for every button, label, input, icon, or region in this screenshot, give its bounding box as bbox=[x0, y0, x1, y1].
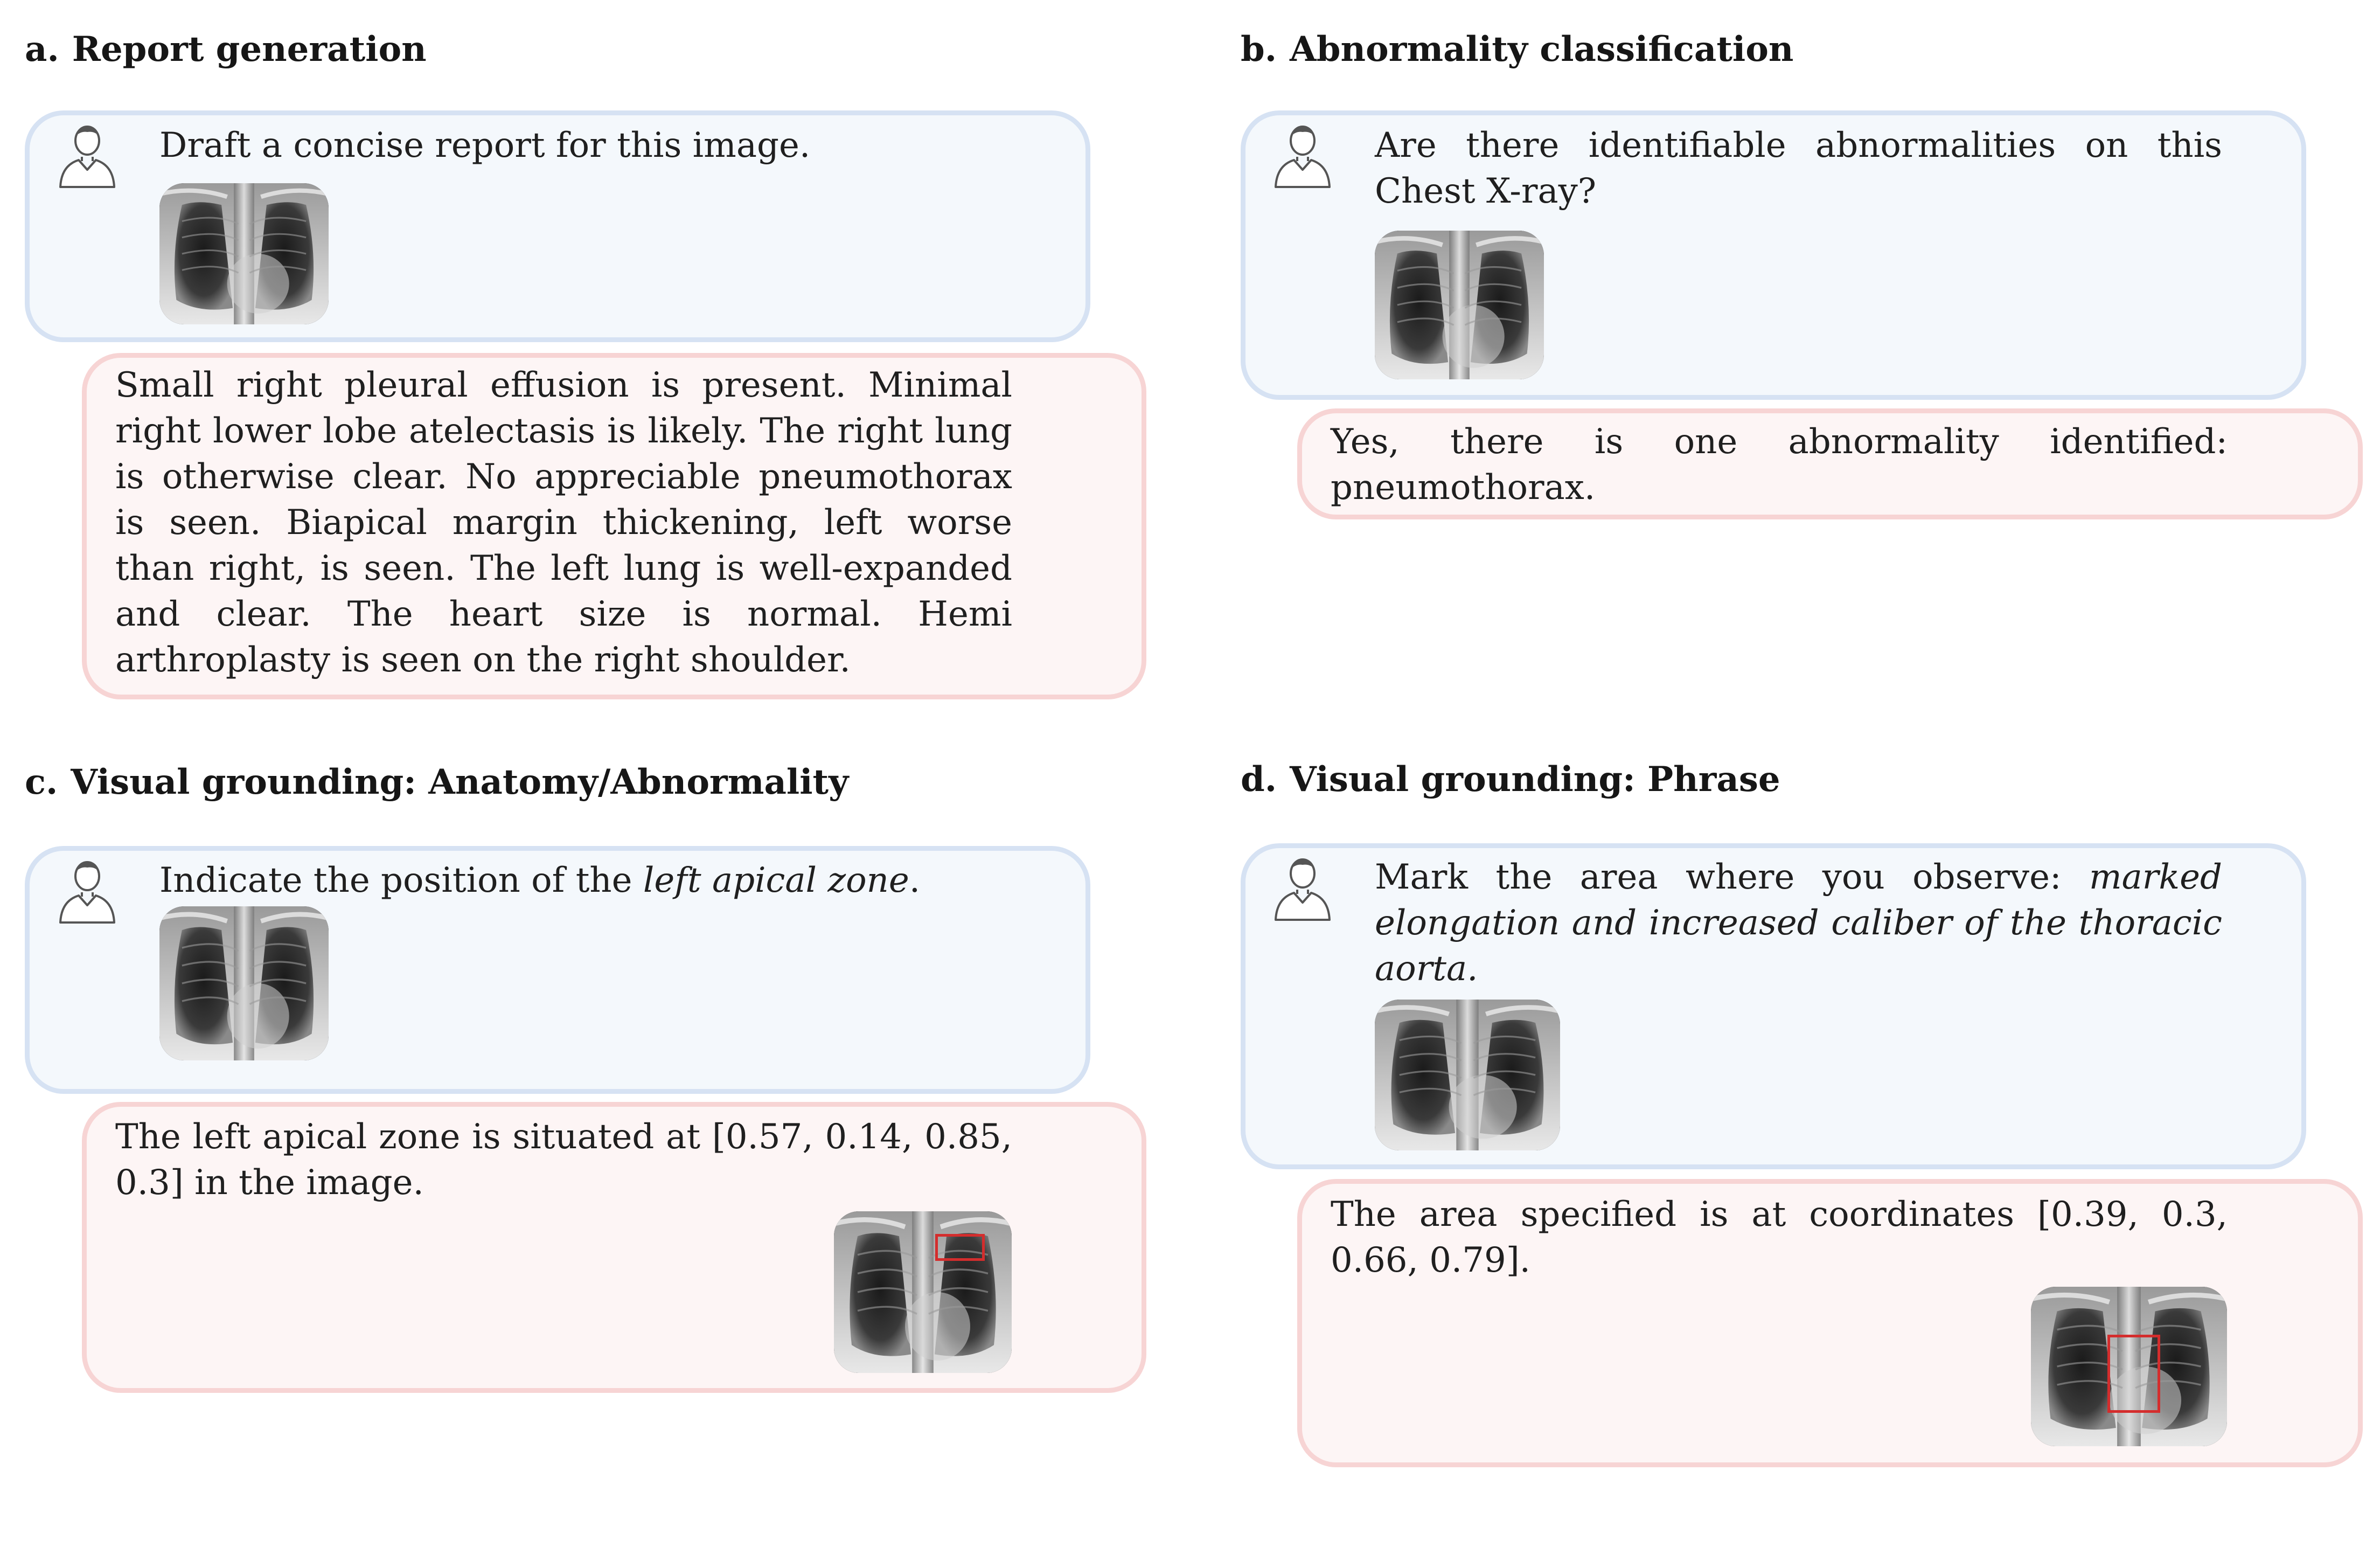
user-avatar-icon bbox=[1272, 853, 1333, 922]
panel-d-title-text: Visual grounding: Phrase bbox=[1290, 759, 1780, 800]
panel-a-title bbox=[25, 29, 427, 70]
panel-c-question bbox=[159, 858, 1075, 904]
panel-a-letter: a. bbox=[25, 29, 59, 70]
panel-d-question-phrase: marked elongation and increased caliber of the thoracic aorta. bbox=[1375, 857, 2222, 989]
panel-b-title bbox=[1241, 29, 1794, 70]
panel-d-xray-image bbox=[1375, 1000, 1560, 1150]
panel-b-title-text: Abnormality classification bbox=[1290, 29, 1794, 70]
panel-c-letter: c. bbox=[25, 762, 58, 802]
panel-d-question bbox=[1375, 855, 2222, 992]
panel-c-question-prefix: Indicate the position of the bbox=[159, 861, 632, 900]
user-avatar-icon bbox=[1272, 120, 1333, 189]
panel-c-bounding-box bbox=[935, 1234, 985, 1261]
panel-b-letter: b. bbox=[1241, 29, 1277, 70]
panel-a-question: Draft a concise report for this image. bbox=[159, 126, 811, 165]
user-avatar-icon bbox=[57, 120, 117, 189]
panel-c-title-text: Visual grounding: Anatomy/Abnormality bbox=[71, 762, 849, 802]
panel-d-answer: The area specified is at coordinates [0.39, 0.3, 0.66, 0.79]. bbox=[1331, 1195, 2228, 1280]
panel-c-answer: The left apical zone is situated at [0.57, 0.14, 0.85, 0.3] in the image. bbox=[115, 1117, 1012, 1203]
user-avatar-icon bbox=[57, 856, 117, 925]
panel-d-letter: d. bbox=[1241, 759, 1277, 800]
panel-c-question-suffix: . bbox=[909, 861, 921, 900]
panel-a-answer: Small right pleural effusion is present. Minimal right lower lobe atelectasis is likely. The right lung is otherwise clear. No appreciable pneumothorax is seen. Biapical margin thickening, left worse than right, is seen. The left lung is well-expanded and clear. The heart size is normal. Hemi arthroplasty is seen on the right shoulder. bbox=[115, 365, 1012, 680]
panel-d-question-prefix: Mark the area where you observe: bbox=[1375, 857, 2062, 897]
panel-d-title bbox=[1241, 759, 1780, 800]
panel-d-answer-xray-image bbox=[2031, 1287, 2227, 1446]
panel-b-answer: Yes, there is one abnormality identified: pneumothorax. bbox=[1331, 422, 2228, 508]
panel-c-title bbox=[25, 762, 849, 802]
panel-d-bounding-box bbox=[2107, 1335, 2160, 1413]
panel-a-xray-image bbox=[159, 183, 329, 324]
panel-b-question: Are there identifiable abnormalities on this Chest X-ray? bbox=[1375, 126, 2222, 211]
panel-c-answer-xray-image bbox=[834, 1211, 1012, 1373]
panel-a-title-text: Report generation bbox=[72, 29, 427, 70]
panel-b-xray-image bbox=[1375, 231, 1544, 379]
panel-c-xray-image bbox=[159, 906, 329, 1060]
panel-c-question-phrase: left apical zone bbox=[643, 861, 909, 900]
